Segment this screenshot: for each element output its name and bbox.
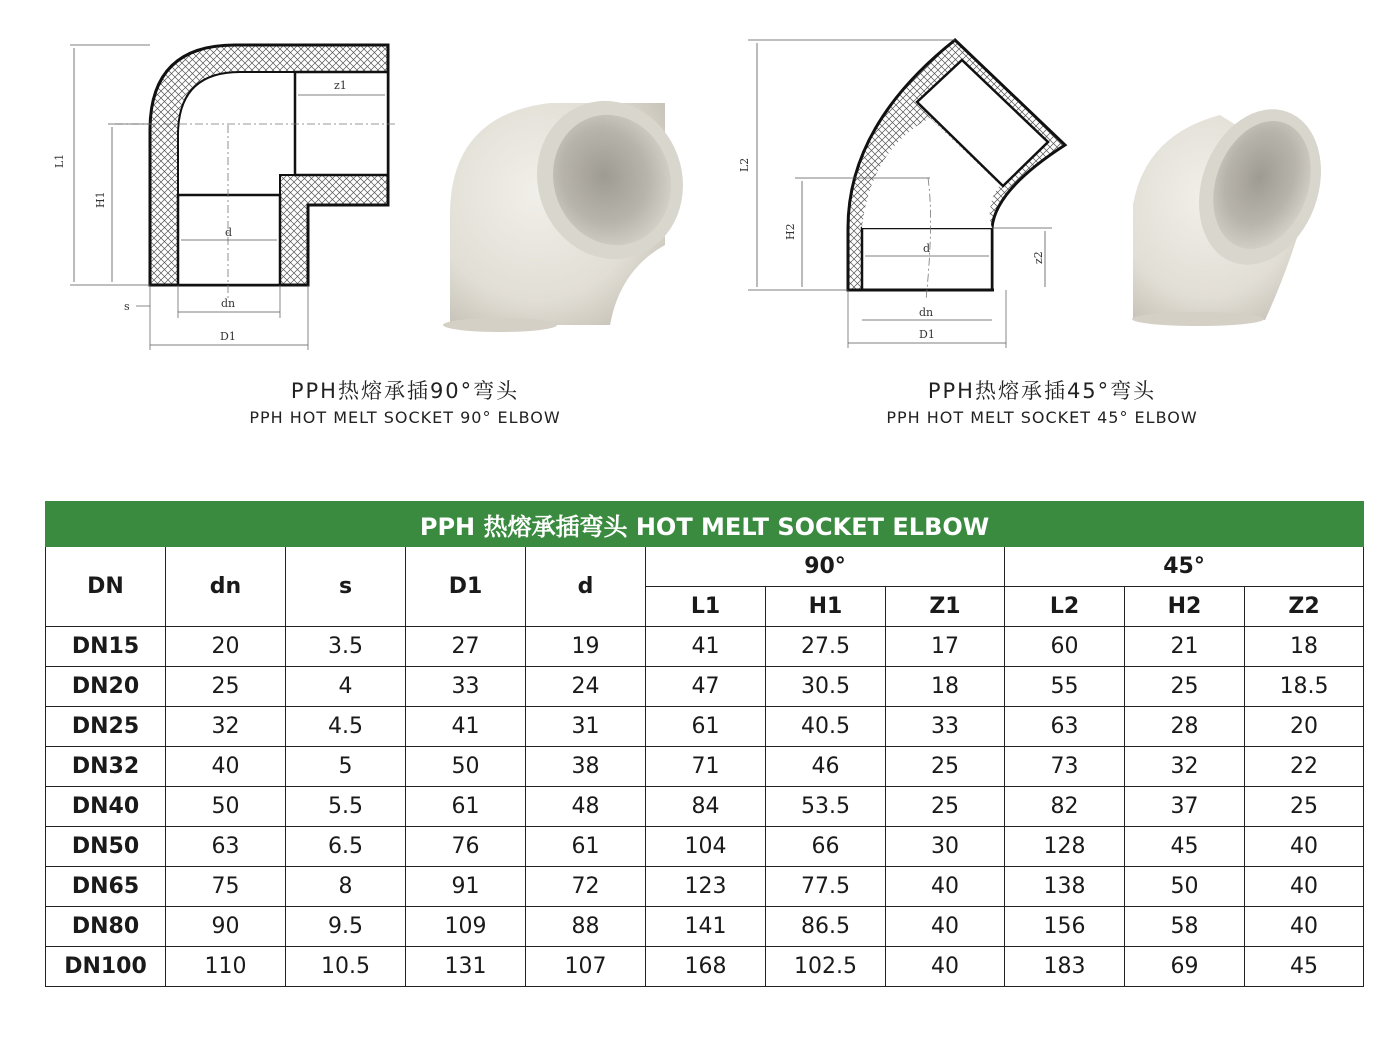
table-cell: 40: [886, 907, 1005, 947]
table-cell: 55: [1005, 667, 1125, 707]
label-s: s: [124, 300, 130, 313]
table-cell: 24: [526, 667, 646, 707]
table-row: [46, 667, 1364, 707]
table-cell: 30.5: [766, 667, 886, 707]
table-cell: 82: [1005, 787, 1125, 827]
table-cell: 73: [1005, 747, 1125, 787]
table-cell: 45: [1125, 827, 1245, 867]
table-cell: 32: [166, 707, 286, 747]
table-row: [46, 907, 1364, 947]
caption-45-cn: PPH热熔承插45°弯头: [927, 379, 1157, 403]
table-cell: 4: [286, 667, 406, 707]
header-l2: L2: [1005, 587, 1125, 627]
caption-90-en: PPH HOT MELT SOCKET 90° ELBOW: [249, 408, 561, 427]
table-cell: 61: [646, 707, 766, 747]
table-cell: 48: [526, 787, 646, 827]
table-row: [46, 787, 1364, 827]
label-h1: H1: [94, 191, 107, 208]
table-cell: 61: [526, 827, 646, 867]
table-cell: 63: [166, 827, 286, 867]
table-cell: 40: [886, 947, 1005, 987]
table-cell: 10.5: [286, 947, 406, 987]
table-cell: 5.5: [286, 787, 406, 827]
label-dn: dn: [221, 297, 236, 310]
table-cell: 18: [886, 667, 1005, 707]
label-d-45: d: [923, 242, 931, 255]
table-cell: DN20: [46, 667, 166, 707]
table-cell: 91: [406, 867, 526, 907]
table-cell: 77.5: [766, 867, 886, 907]
header-dn-nominal: DN: [46, 547, 166, 627]
table-cell: DN40: [46, 787, 166, 827]
table-cell: 46: [766, 747, 886, 787]
table-cell: 110: [166, 947, 286, 987]
label-z1: z1: [334, 79, 347, 92]
label-h2: H2: [784, 223, 797, 240]
table-cell: 28: [1125, 707, 1245, 747]
table-cell: 9.5: [286, 907, 406, 947]
table-cell: 183: [1005, 947, 1125, 987]
table-cell: 131: [406, 947, 526, 987]
table-cell: DN80: [46, 907, 166, 947]
table-cell: 40: [1245, 907, 1364, 947]
table-cell: DN50: [46, 827, 166, 867]
table-row: [46, 867, 1364, 907]
table-cell: 90: [166, 907, 286, 947]
header-dn: dn: [166, 547, 286, 627]
label-dn-45: dn: [919, 306, 934, 319]
table-cell: 38: [526, 747, 646, 787]
table-cell: 84: [646, 787, 766, 827]
table-cell: 123: [646, 867, 766, 907]
table-cell: 41: [406, 707, 526, 747]
table-cell: 58: [1125, 907, 1245, 947]
table-cell: 40: [1245, 867, 1364, 907]
table-cell: 102.5: [766, 947, 886, 987]
table-cell: 128: [1005, 827, 1125, 867]
table-cell: 47: [646, 667, 766, 707]
table-cell: 141: [646, 907, 766, 947]
header-s: s: [286, 547, 406, 627]
header-l1: L1: [646, 587, 766, 627]
table-cell: 40: [1245, 827, 1364, 867]
caption-45-en: PPH HOT MELT SOCKET 45° ELBOW: [886, 408, 1198, 427]
table-cell: 50: [166, 787, 286, 827]
table-cell: 21: [1125, 627, 1245, 667]
label-d: d: [225, 226, 233, 239]
table-cell: DN100: [46, 947, 166, 987]
table-cell: 86.5: [766, 907, 886, 947]
table-cell: 40: [886, 867, 1005, 907]
table-cell: 76: [406, 827, 526, 867]
table-cell: 27: [406, 627, 526, 667]
table-cell: 30: [886, 827, 1005, 867]
header-group-90: 90°: [646, 547, 1005, 587]
table-cell: DN65: [46, 867, 166, 907]
table-cell: 50: [406, 747, 526, 787]
table-row: [46, 747, 1364, 787]
table-cell: 45: [1245, 947, 1364, 987]
table-cell: 50: [1125, 867, 1245, 907]
table-cell: 104: [646, 827, 766, 867]
table-cell: 18.5: [1245, 667, 1364, 707]
table-cell: 40: [166, 747, 286, 787]
caption-90-cn: PPH热熔承插90°弯头: [290, 379, 520, 403]
table-cell: 75: [166, 867, 286, 907]
table-cell: 25: [166, 667, 286, 707]
table-cell: 20: [166, 627, 286, 667]
table-cell: 19: [526, 627, 646, 667]
table-cell: 25: [1245, 787, 1364, 827]
table-cell: 72: [526, 867, 646, 907]
table-cell: 60: [1005, 627, 1125, 667]
table-cell: 17: [886, 627, 1005, 667]
header-h1: H1: [766, 587, 886, 627]
table-cell: 32: [1125, 747, 1245, 787]
table-title: PPH 热熔承插弯头 HOT MELT SOCKET ELBOW: [46, 502, 1364, 547]
table-cell: 4.5: [286, 707, 406, 747]
table-cell: 3.5: [286, 627, 406, 667]
label-d1-45: D1: [919, 328, 935, 341]
label-z2: z2: [1032, 251, 1045, 264]
table-cell: 63: [1005, 707, 1125, 747]
elbow-45-drawing: [738, 35, 1045, 355]
spec-table-body: [46, 627, 1364, 987]
elbow-90-photo: [440, 95, 685, 335]
table-cell: 27.5: [766, 627, 886, 667]
table-cell: 5: [286, 747, 406, 787]
header-h2: H2: [1125, 587, 1245, 627]
table-cell: 33: [886, 707, 1005, 747]
table-row: [46, 627, 1364, 667]
table-cell: 66: [766, 827, 886, 867]
table-cell: 138: [1005, 867, 1125, 907]
table-cell: 20: [1245, 707, 1364, 747]
table-cell: DN32: [46, 747, 166, 787]
table-cell: 8: [286, 867, 406, 907]
header-d: d: [526, 547, 646, 627]
table-cell: 40.5: [766, 707, 886, 747]
elbow-45-photo: [1125, 105, 1325, 330]
table-row: [46, 827, 1364, 867]
header-d1: D1: [406, 547, 526, 627]
table-row: [46, 947, 1364, 987]
table-cell: 71: [646, 747, 766, 787]
table-cell: 88: [526, 907, 646, 947]
label-l2: L2: [738, 157, 751, 172]
header-group-45: 45°: [1005, 547, 1364, 587]
elbow-90-drawing: [55, 35, 405, 355]
caption-45: [842, 375, 1242, 427]
label-d1: D1: [220, 330, 236, 343]
table-cell: 69: [1125, 947, 1245, 987]
spec-table: [45, 501, 1364, 987]
table-cell: DN15: [46, 627, 166, 667]
label-l1: L1: [53, 153, 66, 168]
header-z2: Z2: [1245, 587, 1364, 627]
table-cell: 109: [406, 907, 526, 947]
table-cell: 168: [646, 947, 766, 987]
table-cell: 18: [1245, 627, 1364, 667]
table-cell: 25: [886, 747, 1005, 787]
caption-90: [205, 375, 605, 427]
table-cell: DN25: [46, 707, 166, 747]
table-cell: 6.5: [286, 827, 406, 867]
table-cell: 53.5: [766, 787, 886, 827]
table-cell: 41: [646, 627, 766, 667]
table-row: [46, 707, 1364, 747]
table-cell: 22: [1245, 747, 1364, 787]
table-cell: 37: [1125, 787, 1245, 827]
table-cell: 33: [406, 667, 526, 707]
table-cell: 25: [886, 787, 1005, 827]
table-cell: 107: [526, 947, 646, 987]
table-cell: 25: [1125, 667, 1245, 707]
header-z1: Z1: [886, 587, 1005, 627]
table-cell: 61: [406, 787, 526, 827]
table-cell: 156: [1005, 907, 1125, 947]
table-cell: 31: [526, 707, 646, 747]
